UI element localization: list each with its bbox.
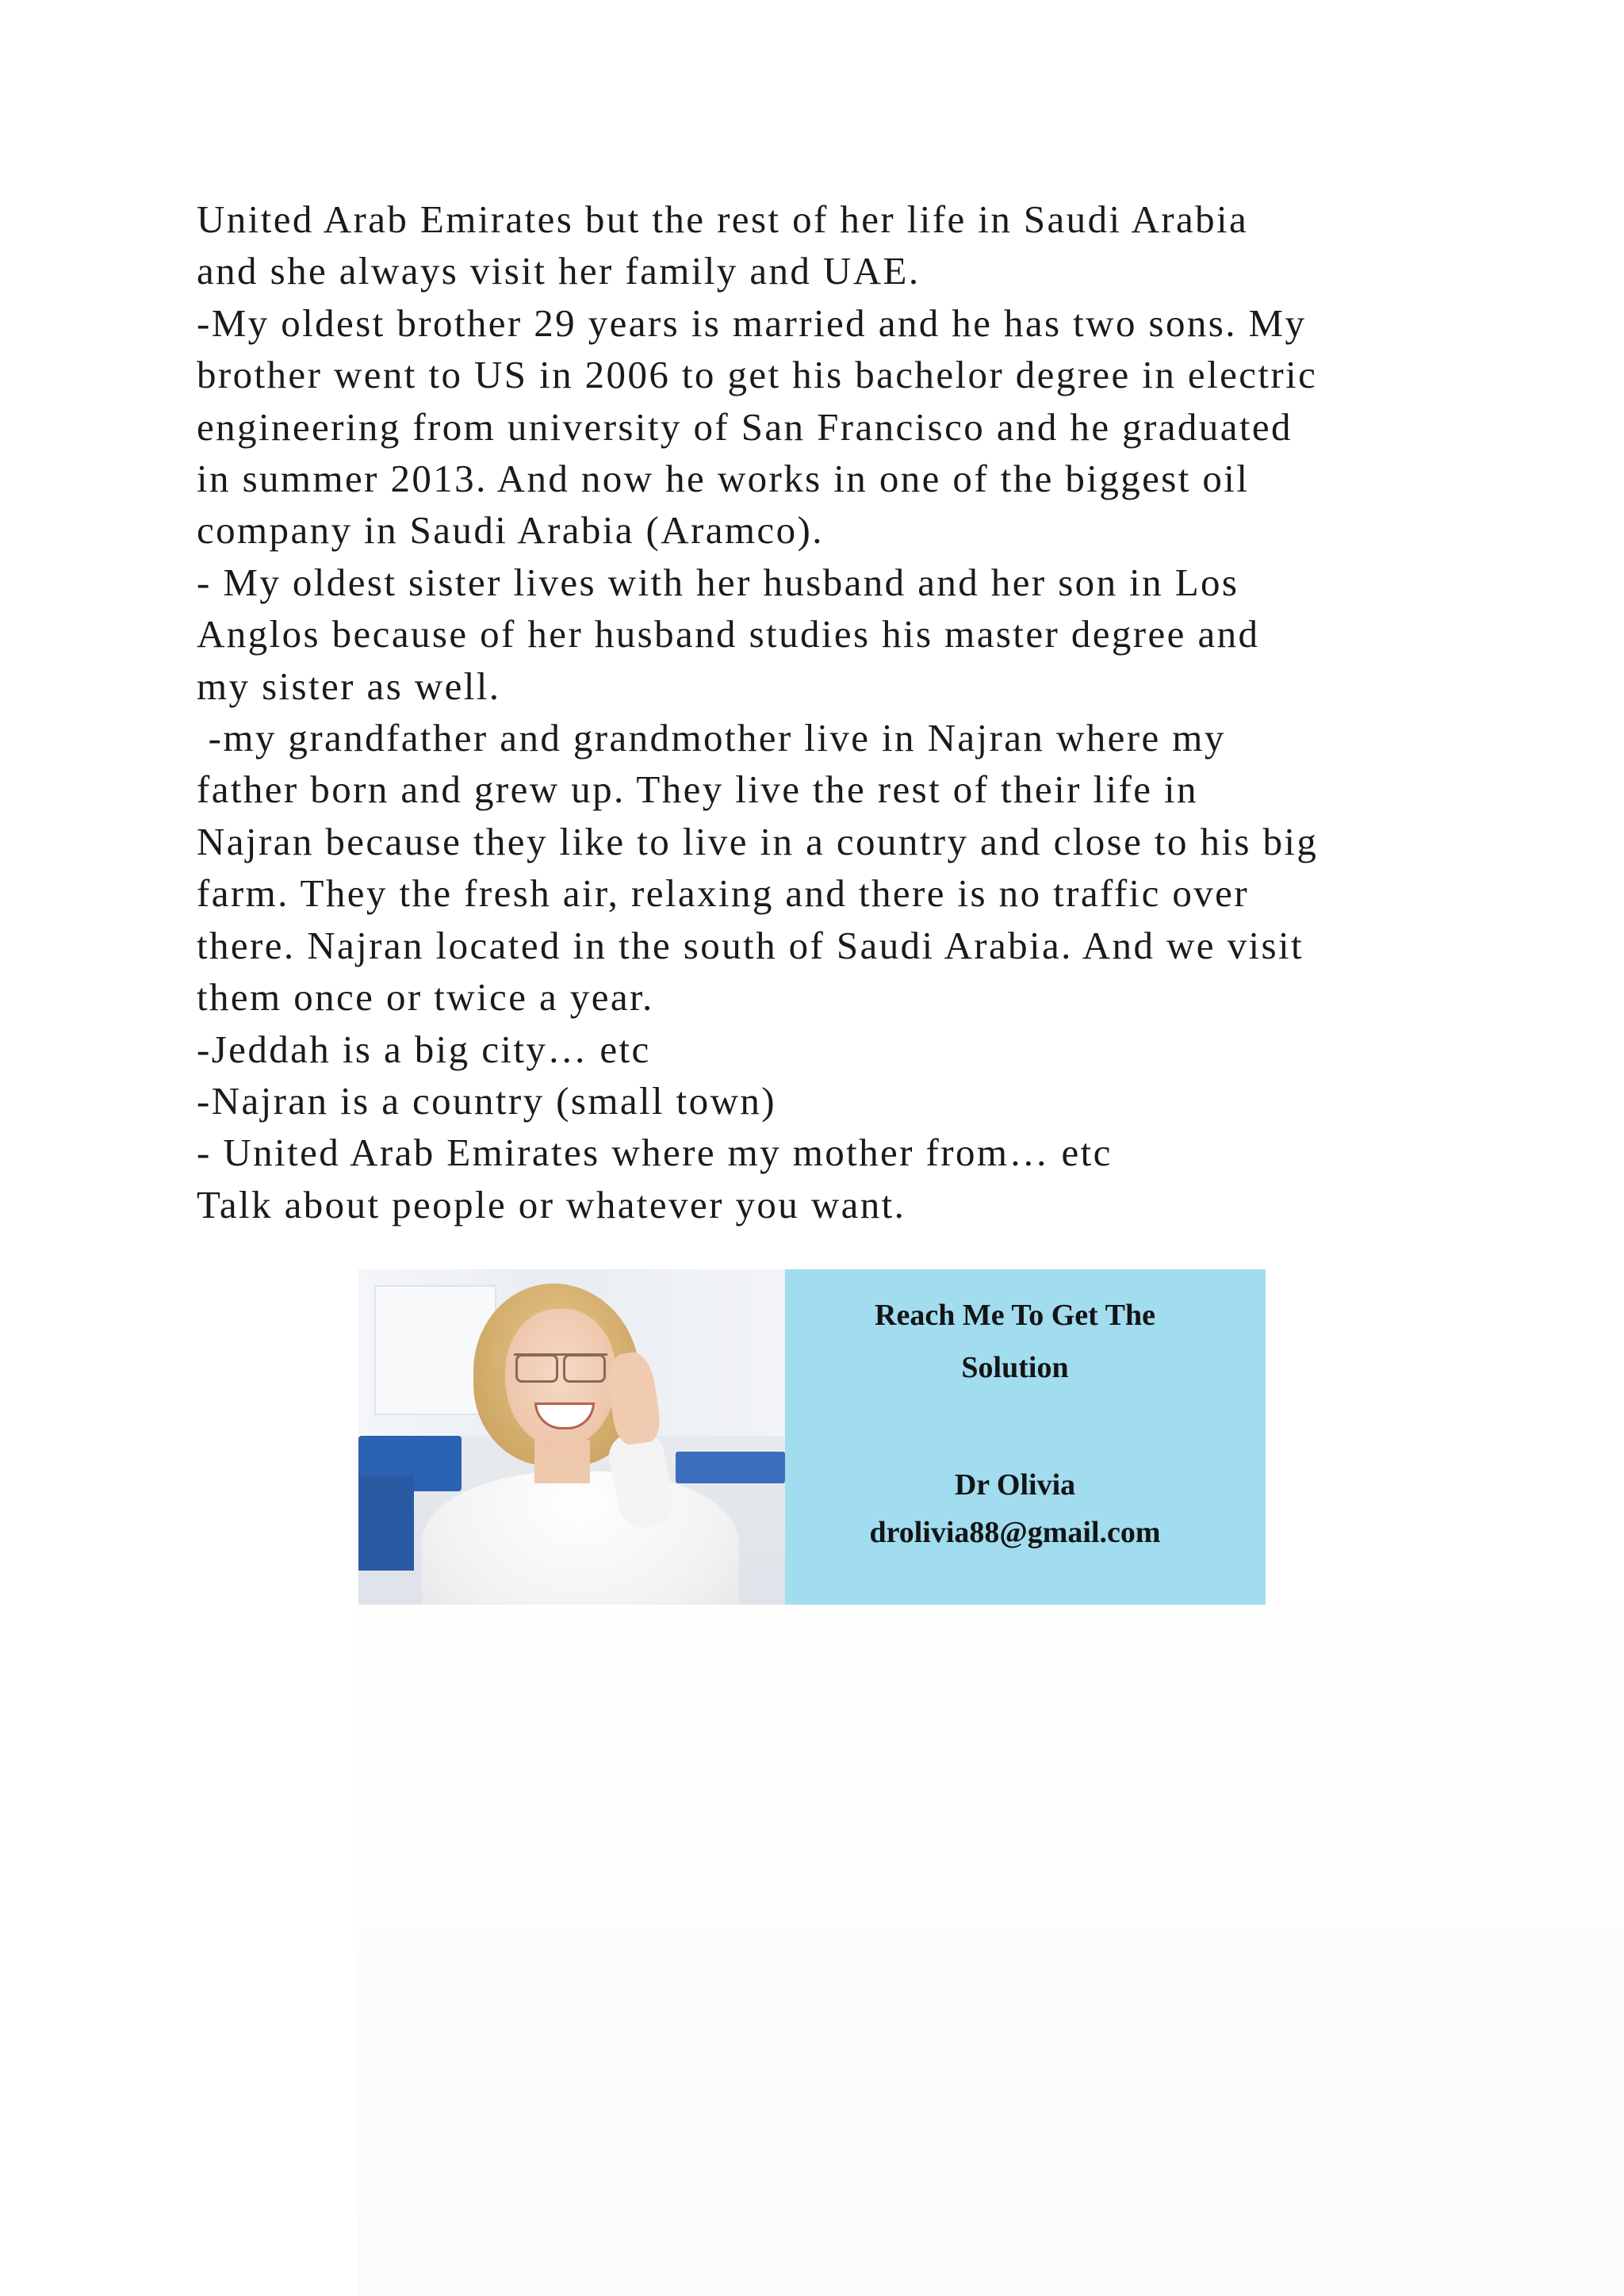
text-line: and she always visit her family and UAE.: [197, 249, 921, 293]
text-line: farm. They the fresh air, relaxing and there is no traffic over: [197, 871, 1250, 916]
text-line: engineering from university of San Francisco and he graduated: [197, 404, 1293, 449]
text-line: brother went to US in 2006 to get his bachelor degree in electric: [197, 353, 1318, 397]
text-line: - My oldest sister lives with her husband and her son in Los: [197, 560, 1239, 604]
ad-contact-panel: [785, 1269, 1266, 1605]
blank-page-area: [358, 1605, 1624, 2296]
contact-ad-banner: [358, 1269, 1266, 1605]
glasses-icon: [514, 1353, 607, 1383]
text-line: Anglos because of her husband studies his master degree and: [197, 612, 1260, 656]
text-line: them once or twice a year.: [197, 975, 654, 1020]
document-body-text: [197, 193, 1481, 1230]
text-line: -my grandfather and grandmother live in Najran where my: [197, 716, 1226, 760]
text-line: -My oldest brother 29 years is married and he has two sons. My: [197, 300, 1307, 345]
text-line: - United Arab Emirates where my mother from… etc: [197, 1131, 1113, 1175]
ad-headline: Reach Me To Get The: [875, 1299, 1155, 1332]
ad-headline-continued: Solution: [961, 1351, 1069, 1384]
text-line: Talk about people or whatever you want.: [197, 1182, 906, 1226]
smiling-woman-photo: [358, 1269, 785, 1605]
text-line: in summer 2013. And now he works in one of the biggest oil: [197, 457, 1250, 501]
text-line: United Arab Emirates but the rest of her life in Saudi Arabia: [197, 197, 1249, 241]
text-line: company in Saudi Arabia (Aramco).: [197, 508, 824, 553]
text-line: -Jeddah is a big city… etc: [197, 1027, 651, 1071]
text-line: my sister as well.: [197, 664, 501, 708]
contact-name: Dr Olivia: [954, 1468, 1076, 1502]
text-line: Najran because they like to live in a country and close to his big: [197, 819, 1319, 863]
text-line: -Najran is a country (small town): [197, 1078, 776, 1123]
text-line: father born and grew up. They live the rest of their life in: [197, 767, 1198, 812]
text-line: there. Najran located in the south of Saudi Arabia. And we visit: [197, 923, 1304, 967]
contact-email: drolivia88@gmail.com: [869, 1516, 1161, 1549]
